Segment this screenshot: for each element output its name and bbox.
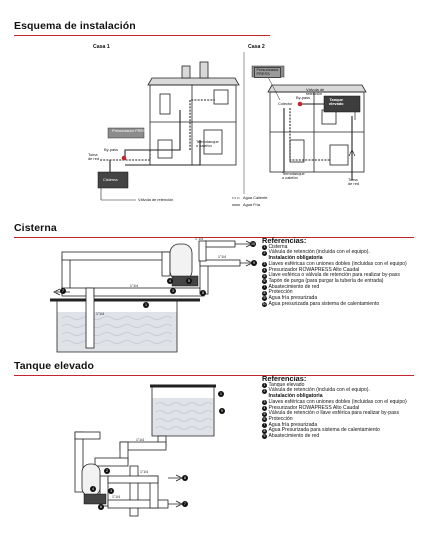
ref-text: Presurizador ROWAPRESS Alto Caudal bbox=[268, 266, 360, 273]
tank-outlet-arrow-1 bbox=[168, 475, 182, 481]
legend-cold-label: Agua Fría bbox=[243, 202, 261, 207]
tank-marker-1: 1 bbox=[220, 392, 222, 396]
casa2-valvula-label: Válvula de retención bbox=[306, 87, 325, 97]
ref-number: 4 bbox=[263, 405, 266, 410]
cistern-size-4: 1"1/4 bbox=[96, 312, 105, 316]
ref-number: 5 bbox=[263, 273, 266, 278]
casa1-presurizador-label: Presurizador PRESS bbox=[112, 128, 149, 133]
ref-text: Tapón de purga (para purgar la tubería de entrada) bbox=[268, 277, 384, 284]
cistern-marker-5: 5 bbox=[188, 279, 190, 283]
section-title-cistern: Cisterna bbox=[14, 222, 57, 234]
ref-text: Agua fría presurizada bbox=[268, 421, 318, 428]
tank-size-1: 1"1/4 bbox=[136, 438, 145, 442]
tank-marker-3: 3 bbox=[110, 489, 112, 493]
section-title-tank: Tanque elevado bbox=[14, 360, 94, 372]
casa2-termotanque-label: Termotanque o calefón bbox=[282, 171, 305, 181]
cistern-marker-3: 3 bbox=[172, 289, 174, 293]
casa2-presurizador-label: Presurizador PRESS bbox=[254, 67, 281, 78]
ref-number: 1 bbox=[263, 383, 266, 387]
casa2-title: Casa 2 bbox=[248, 44, 265, 50]
ref-number: 1 bbox=[263, 245, 266, 249]
ref-number: 6 bbox=[263, 279, 266, 284]
ref-number: 4 bbox=[263, 267, 266, 272]
ref-number: 2 bbox=[263, 388, 266, 393]
ref-text: Abastecimiento de red bbox=[268, 433, 320, 440]
section-title-install: Esquema de instalación bbox=[14, 20, 136, 32]
ref-text: Llaves esféricas con uniones dobles (incluidas con el equipo) bbox=[268, 260, 407, 267]
ref-text: Agua presurizada para sistema de calentamiento bbox=[268, 300, 380, 307]
tank-size-3: 1"1/4 bbox=[112, 495, 121, 499]
casa2-bypass-label: By-pass bbox=[296, 95, 311, 100]
cistern-size-3: 1"1/4 bbox=[130, 284, 139, 288]
ref-number: 8 bbox=[263, 290, 266, 295]
ref-number: 10 bbox=[262, 302, 267, 307]
ref-text: Abastecimiento de red bbox=[268, 283, 320, 290]
casa2-colector-label: Colector bbox=[278, 101, 293, 106]
ref-number: 9 bbox=[263, 296, 266, 301]
casa2-toma-red-label: Toma de red bbox=[348, 177, 360, 187]
list-item bbox=[262, 434, 418, 440]
ref-number: 6 bbox=[263, 417, 266, 422]
tank-marker-6: 6 bbox=[100, 505, 102, 509]
ref-bold-text: Instalación obligatoria bbox=[268, 393, 323, 400]
ref-number: 8 bbox=[263, 428, 266, 433]
ref-text: Llaves esféricas con uniones dobles (incluidas con el equipo) bbox=[268, 398, 407, 405]
ref-number: 7 bbox=[263, 284, 266, 289]
cistern-marker-1: 1 bbox=[145, 303, 147, 307]
cistern-marker-10: 10 bbox=[251, 242, 255, 246]
tank-marker-4: 4 bbox=[92, 487, 94, 491]
ref-bold-text: Instalación obligatoria bbox=[268, 255, 323, 262]
tank-size-2: 1"1/4 bbox=[140, 470, 149, 474]
ref-number: 7 bbox=[263, 422, 266, 427]
casa1-bypass-label: By-pass bbox=[104, 147, 119, 152]
ref-number: 5 bbox=[263, 411, 266, 416]
tank-marker-7: 7 bbox=[184, 502, 186, 506]
tank-marker-2: 2 bbox=[106, 469, 108, 473]
cistern-references-title: Referencias: bbox=[262, 236, 307, 245]
cistern-marker-7: 7 bbox=[62, 289, 64, 293]
cistern-size-1: 1"1/4 bbox=[195, 237, 204, 241]
ref-text: Válvula de retención o llave esférica para realizar by-pass bbox=[268, 410, 400, 417]
ref-text: Válvula de retención (incluida con el equipo). bbox=[268, 249, 370, 256]
ref-text: Tanque elevado bbox=[268, 381, 305, 388]
ref-number: 2 bbox=[263, 250, 266, 255]
ref-text: Válvula de retención (incluida con el equipo). bbox=[268, 387, 370, 394]
casa1-toma-red-label: Toma de red bbox=[88, 152, 100, 162]
tank-outlet-arrow-2 bbox=[168, 501, 182, 507]
ref-text: Agua fría presurizada bbox=[268, 295, 318, 302]
tank-marker-9: 9 bbox=[221, 409, 223, 413]
casa1-cisterna-label: Cisterna bbox=[103, 177, 118, 182]
casa1-title: Casa 1 bbox=[93, 44, 110, 50]
cistern-marker-9: 9 bbox=[253, 261, 255, 265]
tank-marker-8: 8 bbox=[184, 476, 186, 480]
ref-text: Cisterna bbox=[268, 243, 288, 250]
tank-references-title: Referencias: bbox=[262, 374, 307, 383]
cistern-marker-4: 4 bbox=[169, 279, 171, 283]
ref-text: Agua Presurizada para sistema de calentamiento bbox=[268, 427, 380, 434]
cistern-size-2: 1"1/4 bbox=[218, 255, 227, 259]
ref-text: Protección bbox=[268, 415, 293, 422]
casa2-tanque-label: Tanque elevado bbox=[329, 97, 344, 107]
tank-references bbox=[262, 376, 418, 440]
ref-number: 3 bbox=[263, 262, 266, 267]
ref-text: Protección bbox=[268, 289, 293, 296]
ref-number: 3 bbox=[263, 400, 266, 405]
tank-references-list bbox=[262, 383, 418, 440]
casa1-valvula-label: Válvula de retención bbox=[138, 197, 174, 202]
ref-number: 9 bbox=[263, 434, 266, 439]
cistern-marker-8: 8 bbox=[202, 291, 204, 295]
casa1-termotanque-label: Termotanque o calefón bbox=[196, 139, 219, 149]
tank-pump bbox=[84, 494, 106, 504]
ref-text: Presurizador ROWAPRESS Alto Caudal bbox=[268, 404, 360, 411]
ref-text: Llave esférica o válvula de retención para realizar by-pass bbox=[268, 272, 400, 279]
legend-hot-label: Agua Caliente bbox=[243, 195, 268, 200]
